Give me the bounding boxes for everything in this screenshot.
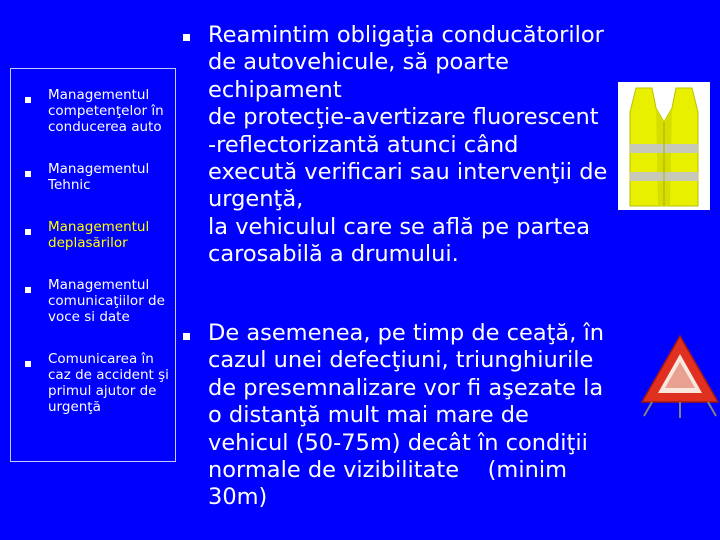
text-line: -reflectorizantă atunci când [208, 131, 519, 158]
nav-item-label: Managementul Tehnic [48, 161, 150, 193]
square-bullet-icon [25, 97, 31, 103]
sidebar-nav [10, 68, 176, 462]
reflective-vest-image [618, 82, 710, 210]
text-line: o distanţă mult mai mare de [208, 402, 529, 429]
nav-item-label: Managementul competenţelor în conducerea auto [48, 87, 164, 135]
text-line: echipament [208, 76, 342, 103]
main-paragraph-1 [208, 22, 648, 269]
main-paragraph-2 [208, 320, 648, 512]
text-line: execută verificari sau intervenţii de [208, 159, 608, 186]
text-line: la vehiculul care se află pe partea [208, 213, 590, 240]
text-line: urgenţă, [208, 186, 304, 213]
text-line: de autovehicule, să poarte [208, 49, 510, 76]
nav-item-label: Managementul deplasărilor [48, 219, 150, 251]
text-line: Reamintim obligaţia conducătorilor [208, 22, 604, 48]
square-bullet-icon [25, 287, 31, 293]
text-line: vehicul (50-75m) decât în condiţii [208, 429, 588, 456]
text-line: normale de vizibilitate (minim [208, 457, 568, 484]
text-line: de protecţie-avertizare fluorescent [208, 104, 599, 131]
square-bullet-icon [25, 229, 31, 235]
square-bullet-icon [25, 361, 31, 367]
text-line: cazul unei defecţiuni, triunghiurile [208, 347, 594, 374]
square-bullet-icon [25, 171, 31, 177]
text-line: De asemenea, pe timp de ceaţă, în [208, 320, 605, 346]
nav-item-label: Comunicarea în caz de accident şi primul ajutor de urgenţă [48, 351, 169, 415]
text-line: 30m) [208, 484, 268, 511]
square-bullet-icon [183, 34, 190, 41]
nav-item-label: Managementul comunicaţiilor de voce si date [48, 277, 165, 325]
text-line: de presemnalizare vor fi aşezate la [208, 374, 604, 401]
warning-triangle-image [640, 330, 720, 420]
square-bullet-icon [183, 333, 190, 340]
text-line: carosabilă a drumului. [208, 241, 459, 268]
